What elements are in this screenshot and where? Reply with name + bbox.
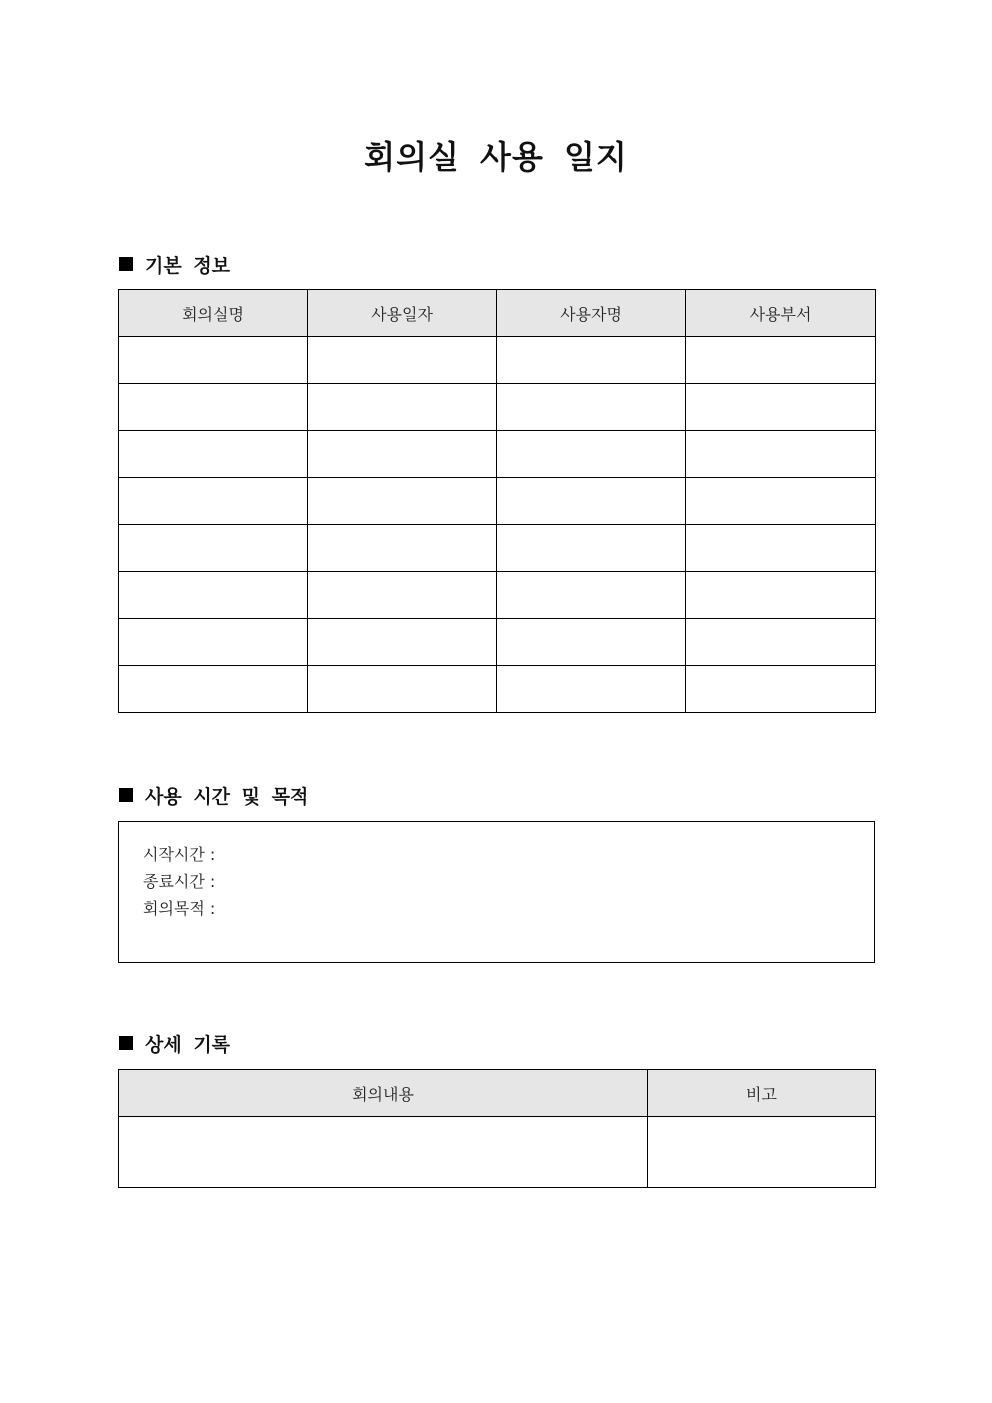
time-purpose-box[interactable] [118,821,875,963]
table-cell[interactable] [497,619,686,666]
section-heading-purpose [119,782,308,808]
table-cell[interactable] [686,384,876,431]
table-cell[interactable] [497,525,686,572]
square-bullet-icon [119,1036,133,1050]
table-cell[interactable] [308,525,497,572]
section-heading-label: 상세 기록 [145,1033,231,1056]
table-cell[interactable] [308,666,497,713]
table-row [119,337,876,384]
meeting-purpose-label: 회의목적 : [143,899,216,918]
table-cell[interactable] [119,619,308,666]
column-header-user-name: 사용자명 [497,290,686,337]
table-cell[interactable] [686,666,876,713]
table-cell[interactable] [119,572,308,619]
table-row [119,666,876,713]
table-cell[interactable] [119,337,308,384]
table-cell[interactable] [648,1117,876,1188]
table-row [119,525,876,572]
table-cell[interactable] [119,478,308,525]
table-cell[interactable] [308,384,497,431]
table-cell[interactable] [686,431,876,478]
table-cell[interactable] [308,619,497,666]
page-title: 회의실 사용 일지 [364,138,628,176]
table-cell[interactable] [308,572,497,619]
table-cell[interactable] [497,666,686,713]
section-heading-detail [119,1030,230,1056]
basic-info-table [118,289,876,713]
table-row [119,572,876,619]
column-header-remarks: 비고 [648,1070,876,1117]
table-cell[interactable] [497,431,686,478]
section-heading-basic [119,251,230,277]
table-cell[interactable] [308,431,497,478]
table-cell[interactable] [119,666,308,713]
table-cell[interactable] [686,619,876,666]
table-cell[interactable] [497,337,686,384]
table-cell[interactable] [119,384,308,431]
end-time-label: 종료시간 : [143,872,216,891]
column-header-meeting-content: 회의내용 [119,1070,648,1117]
table-cell[interactable] [308,478,497,525]
section-heading-label: 기본 정보 [145,254,231,277]
table-row [119,384,876,431]
table-cell[interactable] [686,478,876,525]
table-header-row [119,290,876,337]
table-cell[interactable] [497,384,686,431]
table-row [119,619,876,666]
table-cell[interactable] [119,1117,648,1188]
table-cell[interactable] [119,525,308,572]
table-cell[interactable] [686,572,876,619]
table-cell[interactable] [119,431,308,478]
table-cell[interactable] [497,478,686,525]
detail-record-table [118,1069,876,1188]
table-cell[interactable] [686,525,876,572]
column-header-department: 사용부서 [686,290,876,337]
table-header-row [119,1070,876,1117]
table-cell[interactable] [686,337,876,384]
square-bullet-icon [119,257,133,271]
start-time-label: 시작시간 : [143,845,216,864]
table-row [119,431,876,478]
column-header-use-date: 사용일자 [308,290,497,337]
table-cell[interactable] [308,337,497,384]
section-heading-label: 사용 시간 및 목적 [145,785,309,808]
table-row [119,1117,876,1188]
square-bullet-icon [119,788,133,802]
table-cell[interactable] [497,572,686,619]
table-row [119,478,876,525]
column-header-room-name: 회의실명 [119,290,308,337]
